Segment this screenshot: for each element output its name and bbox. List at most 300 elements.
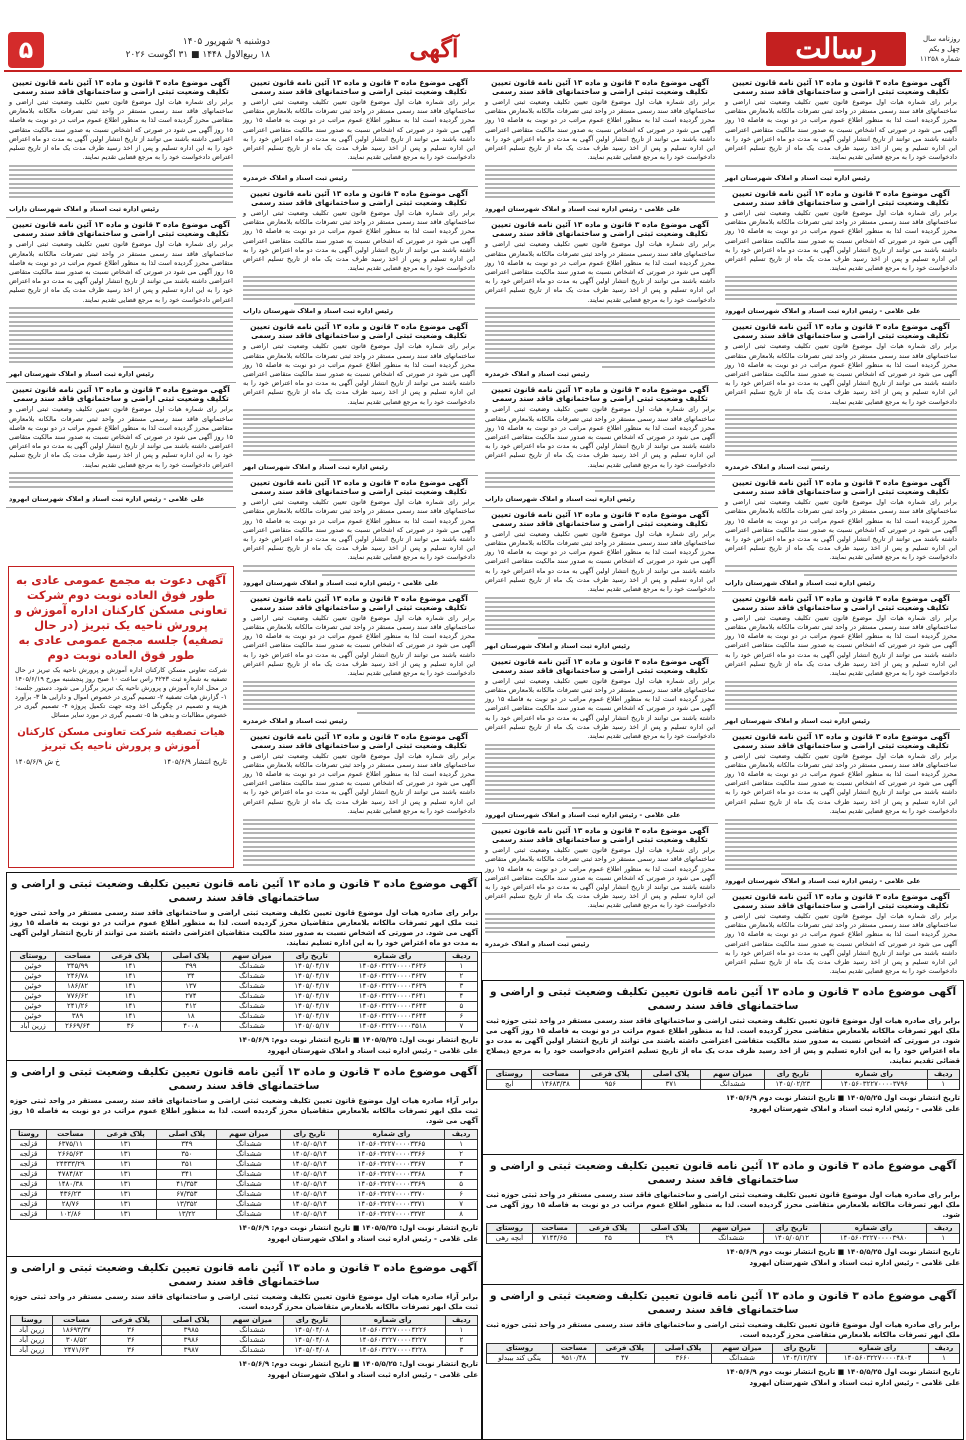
small-notice-title: آگهی موضوع ماده ۳ قانون و ماده ۱۳ آئین نامه قانون تعیین تکلیف وضعیت ثبتی اراضی و ساختمانهای فاقد سند رسمی [250,78,468,96]
table-cell: ۱۴۶۸۳/۳۸ [532,1080,580,1090]
table-header-cell: ردیف [445,1130,478,1140]
small-notice-text: برابر رای شماره هیات اول موضوع قانون تعیین تکلیف وضعیت ثبتی اراضی و ساختمانهای فاقد سند رسمی مستقر در واحد ثبتی تصرفات مالکانه بلامعارض متقاضی محرز گردیده است لذا به منظور اطلاع عموم مراتب در دو نوبت به فاصله ۱۵ روز آگهی می شود در صورتی که اشخاص نسبت به صدور سند مالکیت متقاضی اعتراضی داشته باشند می توانند از تاریخ انتشار اولین آگهی به مدت دو ماه اعتراض خود را به این اداره تسلیم و پس از اخذ رسید ظرف مدت یک ماه از تاریخ تسلیم اعتراض دادخواست خود را به مرجع قضایی تقدیم نمایند. [725,751,958,815]
table-cell: ۱۴۰۵/۰۴/۱۷ [284,1012,340,1022]
table-cell: قزلجه [11,1200,47,1210]
table-cell: ۳۰۸/۵۲ [53,1336,100,1346]
issue-dates [50,36,270,62]
text-line [9,348,233,350]
small-notice-text: برابر رای شماره هیات اول موضوع قانون تعیین تکلیف وضعیت ثبتی اراضی و ساختمانهای فاقد سند رسمی مستقر در واحد ثبتی تصرفات مالکانه بلامعارض متقاضی محرز گردیده است لذا به منظور اطلاع عموم مراتب در دو نوبت به فاصله ۱۵ روز آگهی می شود در صورتی که اشخاص نسبت به صدور سند مالکیت متقاضی اعتراضی داشته باشند می توانند از تاریخ انتشار اولین آگهی به مدت دو ماه اعتراض خود را به این اداره تسلیم و پس از اخذ رسید ظرف مدت یک ماه از تاریخ تسلیم اعتراض دادخواست خود را به مرجع قضایی تقدیم نمایند. [485,846,715,910]
table-header-cell: رای شماره [340,952,445,962]
small-notice-text: برابر رای شماره هیات اول موضوع قانون تعیین تکلیف وضعیت ثبتی اراضی و ساختمانهای فاقد سند رسمی مستقر در واحد ثبتی تصرفات مالکانه بلامعارض متقاضی محرز گردیده است لذا به منظور اطلاع عموم مراتب در دو نوبت به فاصله ۱۵ روز آگهی می شود در صورتی که اشخاص نسبت به صدور سند مالکیت متقاضی اعتراضی داشته باشند می توانند از تاریخ انتشار اولین آگهی به مدت دو ماه اعتراض خود را به این اداره تسلیم و پس از اخذ رسید ظرف مدت یک ماه از تاریخ تسلیم اعتراض دادخواست خود را به مرجع قضایی تقدیم نمایند. [725,912,958,976]
text-line [90,201,233,203]
text-line [9,343,233,345]
table-cell: ۹۵۱۰/۴۸ [553,1354,595,1364]
small-notice-text: برابر رای شماره هیات اول موضوع قانون تعیین تکلیف وضعیت ثبتی اراضی و ساختمانهای فاقد سند رسمی مستقر در واحد ثبتی تصرفات مالکانه بلامعارض متقاضی محرز گردیده است لذا به منظور اطلاع عموم مراتب در دو نوبت به فاصله ۱۵ روز آگهی می شود در صورتی که اشخاص نسبت به صدور سند مالکیت متقاضی اعتراضی داشته باشند می توانند از تاریخ انتشار اولین آگهی به مدت دو ماه اعتراض خود را به این اداره تسلیم و پس از اخذ رسید ظرف مدت یک ماه از تاریخ تسلیم اعتراض دادخواست خود را به مرجع قضایی تقدیم نمایند. [725,342,958,406]
table-header-cell: ردیف [445,1316,477,1326]
land-notice-table [486,1069,960,1090]
table-cell: قزلجه [11,1180,47,1190]
text-line [243,846,475,848]
small-notice [482,824,718,953]
text-line [329,459,475,461]
table-cell: ۱۴۰۵/۰۴/۱۷ [284,982,340,992]
text-line [725,694,957,696]
small-notice-title: آگهی موضوع ماده ۳ قانون و ماده ۱۳ آئین نامه قانون تعیین تکلیف وضعیت ثبتی اراضی و ساختمانهای فاقد سند رسمی [250,731,468,750]
notice-column [240,76,478,866]
text-line [243,859,475,861]
text-line [357,712,475,714]
text-line [243,694,475,696]
table-cell: ۱۸۶۹۳/۳۷ [53,1326,100,1336]
table-cell: ۲۷۴ [161,992,220,1002]
table-cell: ۱۴۰۵۶۰۳۲۲۷۰۰۰۰۳۹۸۰ [820,1234,927,1244]
table-cell: ۱۴۱ [100,1012,162,1022]
table-cell: ۱۳۱ [94,1160,157,1170]
meta-line-2: شماره ۱۱۲۵۸ [919,55,960,63]
text-line [485,748,715,750]
text-line [725,828,957,830]
table-header-cell: رای شماره [340,1316,445,1326]
table-cell: ۳۵۰ [157,1150,217,1160]
table-cell: ۱۴۰۵۶۰۳۲۲۷۰۰۰۰۳۳۶۶ [338,1150,445,1160]
table-cell: ۳۴۵/۹۹ [56,962,100,972]
text-line [485,619,715,621]
text-line [725,165,957,167]
small-notice [722,730,960,890]
text-line [725,436,957,438]
table-cell: ۱۸ [161,1012,220,1022]
table-row [11,1180,478,1190]
text-line [9,312,233,314]
table-cell: زرین آباد [11,1326,53,1336]
small-notice-signer: رئیس اداره ثبت اسناد و املاک شهرستان داراب [485,494,635,503]
table-header-cell: پلاک اصلی [639,1224,699,1234]
text-line [725,846,957,848]
table-cell: ۱۴۰۵/۰۴/۱۷ [284,1002,340,1012]
small-notice-text: برابر رای شماره هیات اول موضوع قانون تعیین تکلیف وضعیت ثبتی اراضی و ساختمانهای فاقد سند رسمی مستقر در واحد ثبتی تصرفات مالکانه بلامعارض متقاضی محرز گردیده است لذا به منظور اطلاع عموم مراتب در دو نوبت به فاصله ۱۵ روز آگهی می شود در صورتی که اشخاص نسبت به صدور سند مالکیت متقاضی اعتراضی داشته باشند می توانند از تاریخ انتشار اولین آگهی به مدت دو ماه اعتراض خود را به این اداره تسلیم و پس از اخذ رسید ظرف مدت یک ماه از تاریخ تسلیم اعتراض دادخواست خود را به مرجع قضایی تقدیم نمایند. [485,676,715,740]
text-line [243,276,475,278]
land-notice-2 [6,1060,482,1258]
text-line [485,798,715,800]
text-line [485,913,715,915]
general-assembly-signature: هیات تصفیه شرکت تعاونی مسکن کارکنان آموزش و پرورش ناحیه یک تبریز [17,727,225,752]
table-row [11,1210,478,1220]
text-line [725,832,957,834]
small-notice-title: آگهی موضوع ماده ۳ قانون و ماده ۱۳ آئین نامه قانون تعیین تکلیف وضعیت ثبتی اراضی و ساختمانهای فاقد سند رسمی [250,593,468,612]
table-header-cell: مساحت [56,952,100,962]
table-cell: ششدانگ [220,1022,283,1032]
land-notice-table [486,1223,960,1244]
table-row [11,962,478,972]
table-cell: ۱۴۰۵/۰۴/۱۷ [284,962,340,972]
text-line [725,280,957,282]
table-header-cell: ردیف [928,1344,959,1354]
small-notice [722,76,960,187]
small-notice-title: آگهی موضوع ماده ۳ قانون و ماده ۱۳ آئین نامه قانون تعیین تکلیف وضعیت ثبتی اراضی و ساختمانهای فاقد سند رسمی [732,731,950,750]
small-notice-text: برابر رای شماره هیات اول موضوع قانون تعیین تکلیف وضعیت ثبتی اراضی و ساختمانهای فاقد سند رسمی مستقر در واحد ثبتی تصرفات مالکانه بلامعارض متقاضی محرز گردیده است لذا به منظور اطلاع عموم مراتب در دو نوبت به فاصله ۱۵ روز آگهی می شود در صورتی که اشخاص نسبت به صدور سند مالکیت متقاضی اعتراضی داشته باشند می توانند از تاریخ انتشار اولین آگهی به مدت دو ماه اعتراض خود را به این اداره تسلیم و پس از اخذ رسید ظرف مدت یک ماه از تاریخ تسلیم اعتراض دادخواست خود را به مرجع قضایی تقدیم نمایند. [485,98,715,162]
text-line [243,414,475,416]
table-cell: قزلجه [11,1170,47,1180]
text-line [485,789,715,791]
table-cell: قزلجه [11,1210,47,1220]
table-cell: ششدانگ [712,1354,773,1364]
registry-chief: علی غلامی - رئیس اداره ثبت اسناد و املاک شهرستان ابهرود [749,1379,960,1387]
table-header-row [11,952,478,962]
small-notice-title: آگهی موضوع ماده ۳ قانون و ماده ۱۳ آئین نامه قانون تعیین تکلیف وضعیت ثبتی اراضی و ساختمانهای فاقد سند رسمی [12,220,230,239]
publication-dates: تاریخ انتشار نوبت اول ۱۴۰۵/۵/۲۵ ■ تاریخ انتشار نوبت دوم ۱۴۰۵/۶/۹ [725,1094,960,1102]
table-cell: ۱۳۱ [94,1210,157,1220]
table-cell: ۱۳۱ [94,1200,157,1210]
table-cell: ۱۴۰۵۶۰۳۲۲۷۰۰۰۰۳۳۷۲ [338,1210,445,1220]
text-line [352,169,475,171]
text-line [9,192,233,194]
table-cell: ۱۴۰۵/۰۴/۰۸ [284,1336,340,1346]
text-line [725,414,957,416]
small-notice-title: آگهی موضوع ماده ۳ قانون و ماده ۱۳ آئین نامه قانون تعیین تکلیف وضعیت ثبتی اراضی و ساختمانهای فاقد سند رسمی [250,478,468,497]
table-cell: ششدانگ [217,1190,281,1200]
table-header-cell: تاریخ رای [763,1224,820,1234]
table-cell: ۲۶۶۵/۶۳ [46,1150,94,1160]
masthead [4,30,962,68]
table-cell: ۴۱۲ [161,1002,220,1012]
land-notice-1 [6,872,482,1062]
table-cell: ۴۳۶/۲۳ [46,1190,94,1200]
small-notice-text: برابر رای شماره هیات اول موضوع قانون تعیین تکلیف وضعیت ثبتی اراضی و ساختمانهای فاقد سند رسمی مستقر در واحد ثبتی تصرفات مالکانه بلامعارض متقاضی محرز گردیده است لذا به منظور اطلاع عموم مراتب در دو نوبت به فاصله ۱۵ روز آگهی می شود در صورتی که اشخاص نسبت به صدور سند مالکیت متقاضی اعتراضی داشته باشند می توانند از تاریخ انتشار اولین آگهی به مدت دو ماه اعتراض خود را به این اداره تسلیم و پس از اخذ رسید ظرف مدت یک ماه از تاریخ تسلیم اعتراض دادخواست خود را به مرجع قضایی تقدیم نمایند. [9,98,233,162]
land-notice-title: آگهی موضوع ماده ۳ قانون و ماده ۱۳ آئین نامه قانون تعیین تکلیف وضعیت ثبتی و اراضی و ساختمانهای فاقد سند رسمی [489,986,957,1012]
table-cell: خوئین [11,962,56,972]
table-header-row [487,1224,960,1234]
table-cell: ۲ [445,972,477,982]
text-line [485,321,715,323]
table-header-cell: میزان سهم [217,1130,281,1140]
small-notice [240,320,478,476]
table-cell: ۵ [445,1180,478,1190]
table-cell: ۱۴۰۵/۰۲/۲۳ [764,1080,821,1090]
table-row [11,1150,478,1160]
text-line [781,873,957,875]
section-title: آگهی [409,34,459,63]
table-header-cell: پلاک اصلی [655,1344,712,1354]
small-notice-title: آگهی موضوع ماده ۳ قانون و ماده ۱۳ آئین نامه قانون تعیین تکلیف وضعیت ثبتی اراضی و ساختمانهای فاقد سند رسمی [491,78,709,96]
table-cell: ۱۴۰۵/۰۵/۱۴ [281,1140,338,1150]
table-header-cell: پلاک فرعی [94,1130,157,1140]
land-notice-table [486,1343,960,1364]
general-assembly-body: شرکت تعاونی مسکن کارکنان اداره آموزش و پرورش ناحیه یک تبریز در حال تصفیه به شماره ثبت ۴۲۴۳ راس ساعت ۱۰ صبح روز پنجشنبه مورخ ۱۴۰۵/۶/۱۹ در محل اداره آموزش و پرورش ناحیه یک تبریز برگزار می شود. دستور جلسه: ۱- گزارش هیات تصفیه ۲- تصمیم گیری در خصوص اموال و دارایی ها ۳- برآورد هزینه و تصمیم در چگونگی اخذ وجه جهت تکمیل پروژه ۴- تصمیم گیری در خصوص مطالبات و بدهی ها ۵- تصمیم گیری در مورد سایر مسائل [15,666,228,719]
table-cell: ۱۴۰۵۶۰۳۲۲۷۰۰۰۰۳۶۳۷ [340,972,445,982]
text-line [568,201,715,203]
text-line [485,361,715,363]
table-cell: ۱۴۱ [100,962,162,972]
table-header-cell: ردیف [927,1224,960,1234]
table-cell: ۱۴۰۵/۰۵/۱۴ [281,1160,338,1170]
small-notice [722,320,960,476]
table-cell: ۱۴۱ [100,982,162,992]
text-line [834,169,957,171]
text-line [725,432,957,434]
text-line [725,418,957,420]
small-notice [482,218,718,383]
text-line [485,178,715,180]
text-line [725,837,957,839]
text-line [485,352,715,354]
table-cell: قزلجه [11,1190,47,1200]
table-cell: ۴۷ [595,1354,654,1364]
text-line [9,183,233,185]
text-line [9,472,233,474]
small-notice-signer: رئیس اداره ثبت اسناد و املاک شهرستان ابهر [725,716,870,725]
text-line [485,744,715,746]
text-line [572,807,715,809]
publication-dates: تاریخ انتشار نوبت اول: ۱۴۰۵/۵/۲۵ ■ تاریخ انتشار نوبت دوم: ۱۴۰۵/۶/۹ [238,1036,478,1044]
small-notice-signer: رئیس اداره ثبت اسناد و املاک شهرستان ابهر [485,641,630,650]
text-line [243,285,475,287]
table-cell: ششدانگ [220,972,283,982]
table-cell: قزلجه [11,1160,47,1170]
table-cell: ۳۶۶۰ [655,1354,712,1364]
text-line [485,312,715,314]
table-row [11,1336,478,1346]
table-row [487,1234,960,1244]
small-notice-text: برابر رای شماره هیات اول موضوع قانون تعیین تکلیف وضعیت ثبتی اراضی و ساختمانهای فاقد سند رسمی مستقر در واحد ثبتی تصرفات مالکانه بلامعارض متقاضی محرز گردیده است لذا به منظور اطلاع عموم مراتب در دو نوبت به فاصله ۱۵ روز آگهی می شود در صورتی که اشخاص نسبت به صدور سند مالکیت متقاضی اعتراضی داشته باشند می توانند از تاریخ انتشار اولین آگهی به مدت دو ماه اعتراض خود را به این اداره تسلیم و پس از اخذ رسید ظرف مدت یک ماه از تاریخ تسلیم اعتراض دادخواست خود را به مرجع قضایی تقدیم نمایند. [9,405,233,469]
table-cell: ۳۹۹ [161,962,220,972]
text-line [485,753,715,755]
text-line [322,574,475,576]
table-cell: ۳ [445,1346,477,1356]
table-header-row [487,1344,960,1354]
table-cell: ۱۴۰۵۶۰۳۲۲۷۰۰۰۰۳۶۴۱ [340,992,445,1002]
table-cell: ۱۰۲/۸۶ [46,1210,94,1220]
text-line [485,183,715,185]
table-cell: ۱۳/۳۵۲ [157,1200,217,1210]
text-line [9,357,233,359]
land-notice-body: برابر رای صادره هیات اول موضوع قانون تعیین تکلیف وضعیت ثبتی اراضی و ساختمانهای فاقد سند رسمی مستقر در واحد ثبتی حوزه ثبت ملک ابهر تصرفات مالکانه بلامعارض متقاضی محرز گردیده است. لذا به منظور اطلاع عموم مراتب در دو نوبت به فاصله ۱۵ روز آگهی می شود. [486,1191,961,1219]
text-line [9,486,233,488]
text-line [9,330,233,332]
table-cell: ۱ [927,1234,960,1244]
table-cell: ۱۴۰۵۶۰۳۲۲۷۰۰۰۰۴۲۲۸ [340,1346,445,1356]
text-line [725,850,957,852]
text-line [776,303,957,305]
table-cell: ۱ [445,962,477,972]
small-notice-title: آگهی موضوع ماده ۳ قانون و ماده ۱۳ آئین نامه قانون تعیین تکلیف وضعیت ثبتی اراضی و ساختمانهای فاقد سند رسمی [250,322,468,341]
table-cell: ۳۴ [161,972,220,982]
text-line [243,690,475,692]
small-notice-text: برابر رای شماره هیات اول موضوع قانون تعیین تکلیف وضعیت ثبتی اراضی و ساختمانهای فاقد سند رسمی مستقر در واحد ثبتی تصرفات مالکانه بلامعارض متقاضی محرز گردیده است لذا به منظور اطلاع عموم مراتب در دو نوبت به فاصله ۱۵ روز آگهی می شود در صورتی که اشخاص نسبت به صدور سند مالکیت متقاضی اعتراضی داشته باشند می توانند از تاریخ انتشار اولین آگهی به مدت دو ماه اعتراض خود را به این اداره تسلیم و پس از اخذ رسید ظرف مدت یک ماه از تاریخ تسلیم اعتراض دادخواست خود را به مرجع قضایی تقدیم نمایند. [485,240,715,304]
text-line [243,703,475,705]
small-notice-text: برابر رای شماره هیات اول موضوع قانون تعیین تکلیف وضعیت ثبتی اراضی و ساختمانهای فاقد سند رسمی مستقر در واحد ثبتی تصرفات مالکانه بلامعارض متقاضی محرز گردیده است لذا به منظور اطلاع عموم مراتب در دو نوبت به فاصله ۱۵ روز آگهی می شود در صورتی که اشخاص نسبت به صدور سند مالکیت متقاضی اعتراضی داشته باشند می توانند از تاریخ انتشار اولین آگهی به مدت دو ماه اعتراض خود را به این اداره تسلیم و پس از اخذ رسید ظرف مدت یک ماه از تاریخ تسلیم اعتراض دادخواست خود را به مرجع قضایی تقدیم نمایند. [9,240,233,304]
table-cell: ۲۴۶/۷۸ [56,972,100,982]
table-cell: ۱۳۱ [94,1190,157,1200]
text-line [243,294,475,296]
table-cell: ۲۸/۷۶ [46,1200,94,1210]
land-notice-title: آگهی موضوع ماده ۳ قانون و ماده ۱۳ آئین نامه قانون تعیین تکلیف وضعیت ثبتی و اراضی و ساختمانهای فاقد سند رسمی [10,1262,478,1288]
text-line [243,445,475,447]
text-line [243,819,475,821]
text-line [243,432,475,434]
small-notice [240,187,478,320]
table-cell: ۴۵ [577,1234,639,1244]
table-header-cell: روستای [11,952,56,962]
text-line [485,771,715,773]
land-notice-5 [482,1154,964,1286]
text-line [243,823,475,825]
small-notice [722,592,960,730]
small-notice-text: برابر رای شماره هیات اول موضوع قانون تعیین تکلیف وضعیت ثبتی اراضی و ساختمانهای فاقد سند رسمی مستقر در واحد ثبتی تصرفات مالکانه بلامعارض متقاضی محرز گردیده است لذا به منظور اطلاع عموم مراتب در دو نوبت به فاصله ۱۵ روز آگهی می شود در صورتی که اشخاص نسبت به صدور سند مالکیت متقاضی اعتراضی داشته باشند می توانند از تاریخ انتشار اولین آگهی به مدت دو ماه اعتراض خود را به این اداره تسلیم و پس از اخذ رسید ظرف مدت یک ماه از تاریخ تسلیم اعتراض دادخواست خود را به مرجع قضایی تقدیم نمایند. [725,208,958,273]
small-notice-signer: رئیس اداره ثبت اسناد و املاک شهرستان داراب [9,205,159,214]
general-assembly-title: آگهی دعوت به مجمع عمومی عادی به طور فوق العاده نوبت دوم شرکت تعاونی مسکن کارکنان اداره آموزش و پرورش ناحیه یک تبریز (در حال تصفیه) جلسه مجمع عمومی عادی به طور فوق العاده نوبت دوم [14,573,228,662]
table-cell: ۱۴۰۵/۰۵/۱۴ [281,1190,338,1200]
table-cell: ۱۴۰۵/۰۴/۱۷ [284,992,340,1002]
small-notice-signer: رئیس اداره ثبت اسناد و املاک شهرستان ابهر [9,370,154,379]
issue-meta [908,34,960,64]
small-notice-text: برابر رای شماره هیات اول موضوع قانون تعیین تکلیف وضعیت ثبتی اراضی و ساختمانهای فاقد سند رسمی مستقر در واحد ثبتی تصرفات مالکانه بلامعارض متقاضی محرز گردیده است لذا به منظور اطلاع عموم مراتب در دو نوبت به فاصله ۱۵ روز آگهی می شود در صورتی که اشخاص نسبت به صدور سند مالکیت متقاضی اعتراضی داشته باشند می توانند از تاریخ انتشار اولین آگهی به مدت دو ماه اعتراض خود را به این اداره تسلیم و پس از اخذ رسید ظرف مدت یک ماه از تاریخ تسلیم اعتراض دادخواست خود را به مرجع قضایی تقدیم نمایند. [243,342,476,406]
table-cell: ۱۴۱ [100,972,162,982]
text-line [485,357,715,359]
text-line [725,699,957,701]
table-cell: ششدانگ [217,1160,281,1170]
small-notice-signer: علی غلامی - رئیس اداره ثبت اسناد و املاک شهرستان ابهرود [9,494,205,503]
text-line [566,936,716,938]
text-line [9,196,233,198]
registry-chief: علی غلامی - رئیس اداره ثبت اسناد و املاک شهرستان ابهرود [749,1105,960,1113]
text-line [485,165,715,167]
text-line [725,427,957,429]
text-line [243,681,475,683]
text-line [9,165,233,167]
text-line [485,606,715,608]
small-notice [240,76,478,187]
land-notice-body: برابر رای صادره هیات اول موضوع قانون تعیین تکلیف وضعیت ثبتی اراضی و ساختمانهای فاقد سند رسمی مستقر در واحد ثبتی حوزه ثبت ملک ابهر تصرفات مالکانه بلامعارض متقاضی محرز گردیده است. [486,1321,960,1339]
text-line [725,823,957,825]
text-line [485,610,715,612]
text-line [595,490,715,492]
table-cell: زرین آباد [11,1346,53,1356]
table-cell: ۳ [445,982,477,992]
text-line [725,855,957,857]
text-line [485,762,715,764]
table-cell: ۳۷۱ [641,1080,700,1090]
text-line [243,450,475,452]
table-header-cell: میزان سهم [221,1316,284,1326]
small-notice-text: برابر رای شماره هیات اول موضوع قانون تعیین تکلیف وضعیت ثبتی اراضی و ساختمانهای فاقد سند رسمی مستقر در واحد ثبتی تصرفات مالکانه بلامعارض متقاضی محرز گردیده است لذا به منظور اطلاع عموم مراتب در دو نوبت به فاصله ۱۵ روز آگهی می شود در صورتی که اشخاص نسبت به صدور سند مالکیت متقاضی اعتراضی داشته باشند می توانند از تاریخ انتشار اولین آگهی به مدت دو ماه اعتراض خود را به این اداره تسلیم و پس از اخذ رسید ظرف مدت یک ماه از تاریخ تسلیم اعتراض دادخواست خود را به مرجع قضایی تقدیم نمایند. [725,498,958,562]
land-notice-title: آگهی موضوع ماده ۳ قانون و ماده ۱۳ آئین نامه قانون تعیین تکلیف وضعیت ثبتی و اراضی و ساختمانهای فاقد سند رسمی [10,878,478,904]
table-cell: ۱۴۰۵۶۰۳۲۲۷۰۰۰۰۴۸۰۴ [827,1354,929,1364]
text-line [9,352,233,354]
table-header-cell: پلاک فرعی [577,1224,639,1234]
text-line [485,339,715,341]
text-line [485,628,715,630]
text-line [485,793,715,795]
table-cell: ششدانگ [217,1210,281,1220]
small-notice-title: آگهی موضوع ماده ۳ قانون و ماده ۱۳ آئین نامه قانون تعیین تکلیف وضعیت ثبتی اراضی و ساختمانهای فاقد سند رسمی [732,892,950,911]
land-notice-title: آگهی موضوع ماده ۳ قانون و ماده ۱۳ آئین نامه قانون تعیین تکلیف وضعیت ثبتی و اراضی و ساختمانهای فاقد سند رسمی [10,1066,478,1092]
text-line [485,757,715,759]
text-line [243,427,475,429]
small-notice [240,592,478,730]
table-header-cell: تاریخ رای [281,1130,338,1140]
table-cell: ۱۴۰۵۶۰۳۲۲۷۰۰۰۰۳۷۹۶ [821,1080,927,1090]
text-line [485,802,715,804]
table-cell: ششدانگ [221,1346,284,1356]
table-header-cell: مساحت [46,1130,94,1140]
table-cell: ۱۴۰۵۶۰۳۲۲۷۰۰۰۰۴۲۲۷ [340,1336,445,1346]
small-notice-signer: علی غلامی - رئیس اداره ثبت اسناد و املاک شهرستان ابهرود [485,205,681,214]
table-header-cell: پلاک اصلی [641,1070,700,1080]
date-line-2: ۱۸ ربیع‌الاول ۱۴۴۸ ■ ۳۱ اگوست ۲۰۲۶ [125,50,270,60]
table-cell: ۶۷/۳۵۳ [157,1190,217,1200]
text-line [485,481,715,483]
table-row [11,972,478,982]
table-cell: ۲۴۱/۲۶ [56,1002,100,1012]
table-header-row [487,1070,960,1080]
table-header-cell: مساحت [532,1070,580,1080]
general-assembly-date: تاریخ انتشار ۱۴۰۵/۶/۹ [163,758,227,766]
table-cell: ۳۹۸۶ [162,1336,221,1346]
text-line [485,486,715,488]
text-line [725,864,957,866]
table-header-cell: تاریخ رای [284,1316,340,1326]
table-cell: ۴ [445,1170,478,1180]
table-cell: ۱۴۰۵۶۰۳۲۲۷۰۰۰۰۴۲۲۶ [340,1326,445,1336]
text-line [485,196,715,198]
text-line [243,436,475,438]
text-line [243,454,475,456]
small-notice-title: آگهی موضوع ماده ۳ قانون و ماده ۱۳ آئین نامه قانون تعیین تکلیف وضعیت ثبتی اراضی و ساختمانهای فاقد سند رسمی [491,656,709,675]
table-cell: ۱۳۱ [94,1150,157,1160]
table-cell: ۱ [928,1354,959,1364]
table-cell: ابچه رهی [487,1234,533,1244]
small-notice [482,383,718,507]
text-line [485,784,715,786]
general-assembly-code: خ ش ۱۴۰۵/۶/۹ [15,758,60,766]
text-line [485,169,715,171]
notice-column [722,76,960,976]
table-cell: ۱۴۰۵/۰۵/۱۴ [281,1180,338,1190]
text-line [804,574,957,576]
small-notice-signer: علی غلامی - رئیس اداره ثبت اسناد و املاک شهرستان ابهرود [243,578,439,587]
table-cell: ۱۴۰۵۶۰۳۲۲۷۰۰۰۰۳۶۴۳ [340,1002,445,1012]
table-cell: ۳۴۱ [157,1170,217,1180]
text-line [485,766,715,768]
table-cell: ششدانگ [220,982,283,992]
text-line [243,708,475,710]
table-header-cell: تاریخ رای [284,952,340,962]
table-cell: ۳۹۸۵ [162,1326,221,1336]
table-header-cell: روستا [11,1130,47,1140]
text-line [243,423,475,425]
text-line [725,454,957,456]
text-line [725,685,957,687]
small-notice-signer: علی غلامی - رئیس اداره ثبت اسناد و املاک شهرستان ابهرود [725,307,921,316]
table-cell: ۷ [445,1200,478,1210]
table-header-cell: رای شماره [821,1070,927,1080]
text-line [725,450,957,452]
small-notice-title: آگهی موضوع ماده ۳ قانون و ماده ۱۳ آئین نامه قانون تعیین تکلیف وضعیت ثبتی اراضی و ساختمانهای فاقد سند رسمی [732,478,950,497]
table-cell: ۲۴۷۱/۶۳ [53,1346,100,1356]
text-line [485,316,715,318]
table-cell: ۷ [445,1022,477,1032]
registry-chief: علی غلامی - رئیس اداره ثبت اسناد و املاک شهرستان ابهرود [749,1259,960,1267]
table-cell: ۱۴۰۵/۰۵/۱۴ [281,1210,338,1220]
text-line [725,289,957,291]
land-notice-title: آگهی موضوع ماده ۳ قانون و ماده ۱۳ آئین نامه قانون تعیین تکلیف وضعیت ثبتی و اراضی و ساختمانهای فاقد سند رسمی [489,1160,957,1186]
table-cell: ۱۴۰۵/۰۵/۱۴ [281,1170,338,1180]
text-line [485,927,715,929]
text-line [294,303,475,305]
table-cell: زرین آباد [11,1336,53,1346]
text-line [9,481,233,483]
land-notice-6 [482,1284,964,1440]
land-notice-table [10,951,478,1032]
